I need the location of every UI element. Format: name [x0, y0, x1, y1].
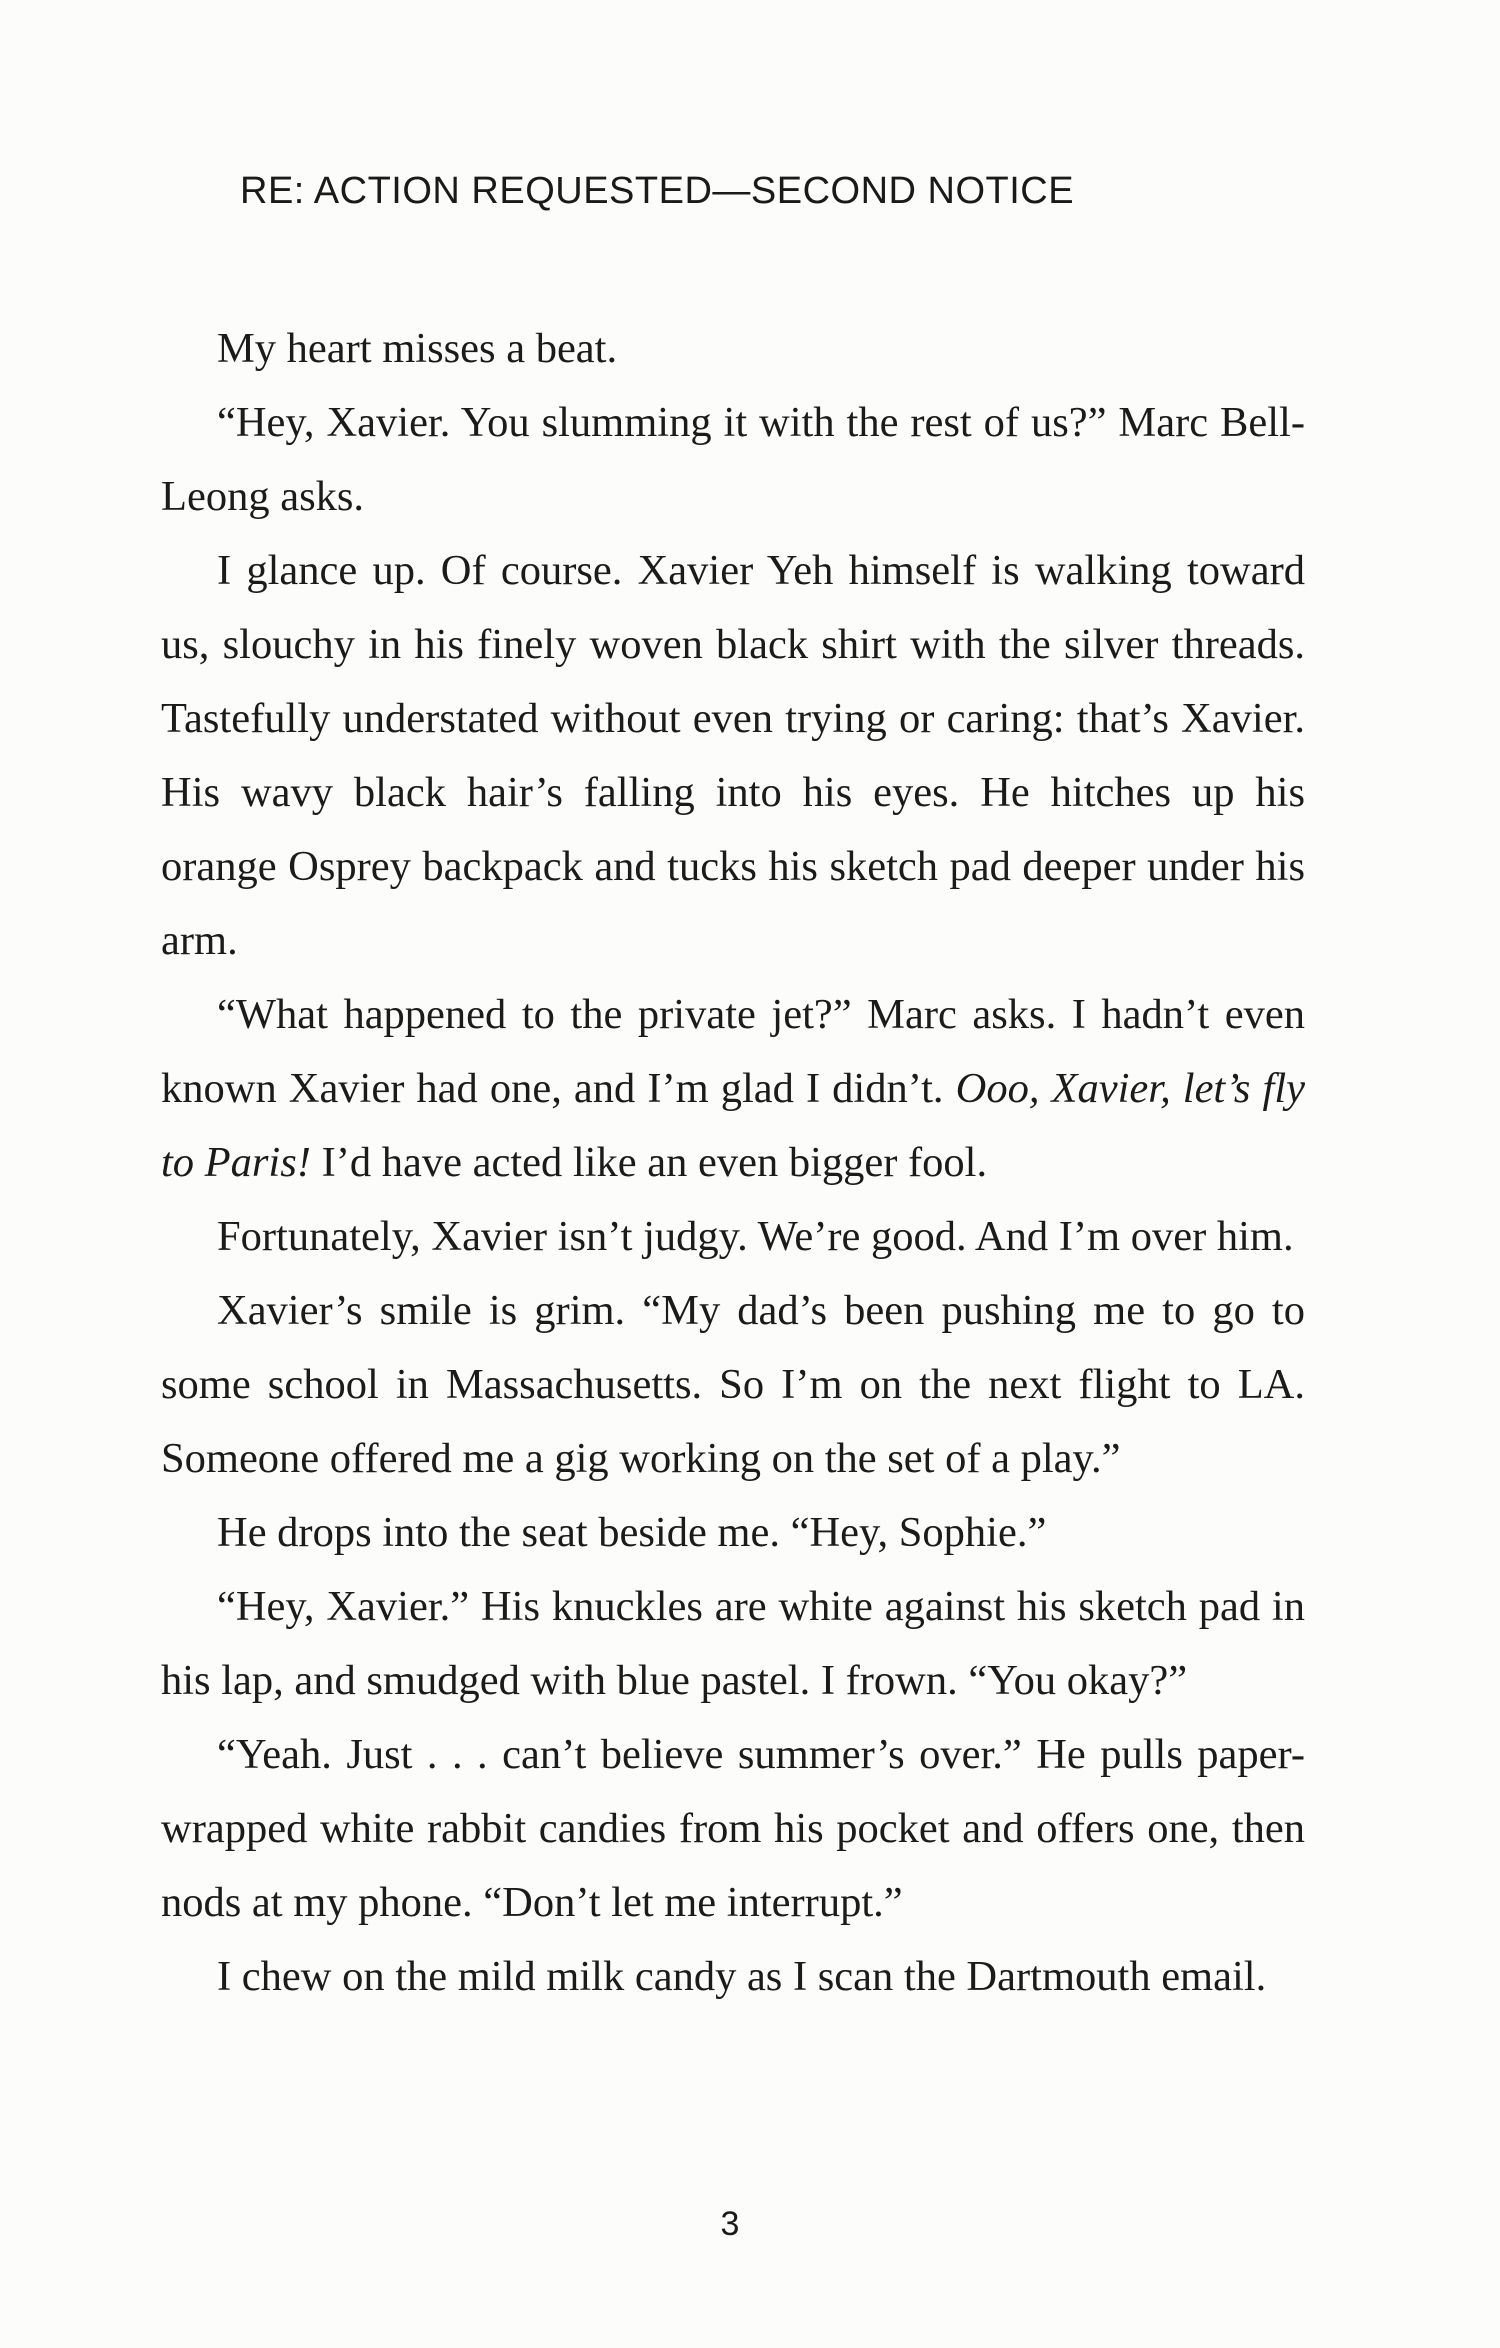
paragraph: My heart misses a beat. [217, 325, 618, 372]
italic-thought: Ooo, Xavier, let’s fly to Paris! [161, 1065, 1305, 1186]
paragraph [161, 978, 1305, 1200]
paragraph: I glance up. Of course. Xavier Yeh himself is walking toward us, slouchy in his finely woven black shirt with the silver threads. Tastefully understated without even trying or caring: that’s Xavier. His wavy black hair’s falling into his eyes. He hitches up his orange Osprey backpack and tucks his sketch pad deeper under his arm. [161, 547, 1305, 964]
paragraph-text: “What happened to the private jet?” Marc asks. I hadn’t even known Xavier had one, and I’m glad I didn’t. [161, 991, 1305, 1112]
paragraph: I chew on the mild milk candy as I scan the Dartmouth email. [217, 1953, 1267, 2000]
paragraph: “Hey, Xavier. You slumming it with the rest of us?” Marc Bell-Leong asks. [161, 399, 1305, 520]
paragraph: Fortunately, Xavier isn’t judgy. We’re good. And I’m over him. [217, 1213, 1294, 1260]
running-head: RE: ACTION REQUESTED—SECOND NOTICE [240, 170, 1075, 212]
page-number: 3 [720, 2205, 740, 2243]
body-text [161, 312, 1305, 2014]
paragraph-text: I’d have acted like an even bigger fool. [310, 1139, 988, 1186]
paragraph: “Yeah. Just . . . can’t believe summer’s over.” He pulls paper-wrapped white rabbit candies from his pocket and offers one, then nods at my phone. “Don’t let me interrupt.” [161, 1731, 1305, 1926]
paragraph: “Hey, Xavier.” His knuckles are white against his sketch pad in his lap, and smudged with blue pastel. I frown. “You okay?” [161, 1583, 1305, 1704]
paragraph: He drops into the seat beside me. “Hey, Sophie.” [217, 1509, 1047, 1556]
paragraph: Xavier’s smile is grim. “My dad’s been pushing me to go to some school in Massachusetts. So I’m on the next flight to LA. Someone offered me a gig working on the set of a play.” [161, 1287, 1305, 1482]
